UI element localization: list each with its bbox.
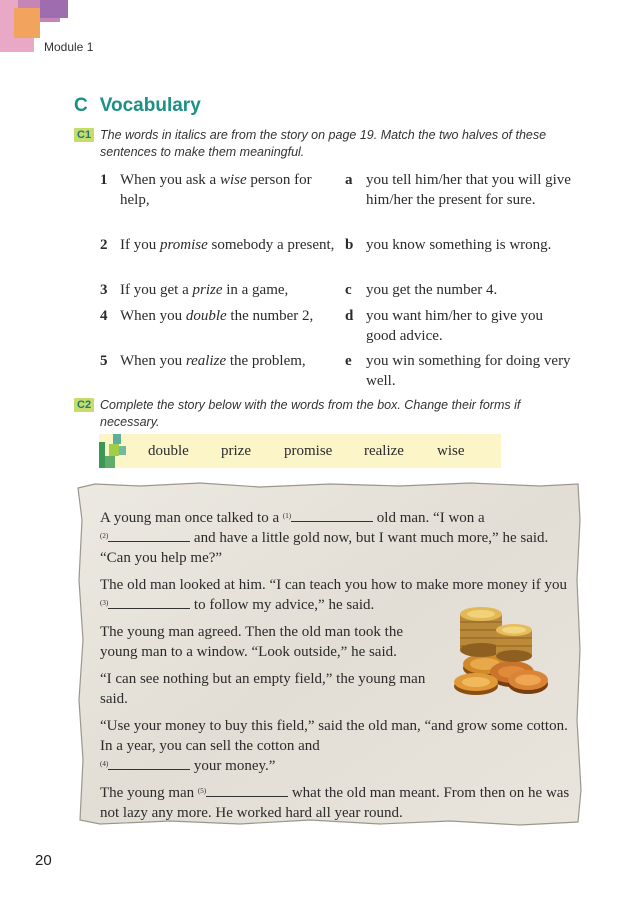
c1-tag: C1: [74, 128, 94, 142]
word-item: promise: [284, 443, 333, 459]
blank-line[interactable]: [108, 756, 190, 770]
row-letter: d: [345, 308, 354, 324]
c1-instruction-line2: sentences to make them meaningful.: [100, 145, 305, 159]
word-item: realize: [364, 443, 404, 459]
word-item: double: [148, 443, 189, 459]
story-paragraph-6: The young man $^{(5)}$ what the old man meant. From then on he was not lazy any more. He worked hard all year round.: [100, 785, 570, 821]
c1-instruction-line1: The words in italics are from the story on page 19. Match the two halves of these: [100, 128, 547, 142]
blank-number: (3): [100, 599, 109, 607]
row-letter: e: [345, 353, 352, 369]
blank-line[interactable]: [291, 508, 373, 522]
section-letter: C: [74, 95, 88, 116]
story-paragraph-1: A young man once talked to a $^{(1)}$ old man. “I won a $^{(2)}$ and have a little gold now, but I want much more,” he said. “Can you help me?”: [100, 510, 549, 566]
sentence-start: If you get a prize in a game,: [120, 282, 289, 298]
sentence-end: you know something is wrong.: [366, 237, 552, 253]
c2-tag: C2: [74, 398, 94, 412]
row-letter: c: [345, 282, 352, 298]
c2-instruction-line2: necessary.: [100, 415, 160, 429]
c2-instruction-line1: Complete the story below with the words from the box. Change their forms if: [100, 398, 521, 412]
story-paragraph-3: The young man agreed. Then the old man took the young man to a window. “Look outside,” he said.: [100, 624, 403, 660]
blank-number: (5): [197, 787, 207, 795]
blank-line[interactable]: [108, 595, 190, 609]
blank-line[interactable]: [206, 783, 288, 797]
row-letter: a: [345, 172, 353, 188]
blank-number: (4): [100, 760, 109, 768]
row-number: 2: [100, 237, 108, 253]
module-label: Module 1: [44, 40, 94, 54]
page-number: 20: [35, 852, 52, 869]
blank-line[interactable]: [108, 528, 190, 542]
sentence-end: you win something for doing very well.: [366, 353, 571, 389]
word-item: prize: [221, 443, 251, 459]
section-title-text: Vocabulary: [99, 95, 201, 116]
gold-coins-illustration: [440, 600, 552, 700]
sentence-start: When you ask a wise person for help,: [120, 172, 312, 208]
sentence-start: When you realize the problem,: [120, 353, 306, 369]
row-number: 4: [100, 308, 108, 324]
row-letter: b: [345, 237, 354, 253]
sentence-start: When you double the number 2,: [120, 308, 314, 324]
sentence-end: you want him/her to give you good advice.: [366, 308, 544, 344]
sentence-end: you get the number 4.: [366, 282, 498, 298]
word-item: wise: [437, 443, 465, 459]
story-paragraph-5: “Use your money to buy this field,” said the old man, “and grow some cotton. In a year, you can sell the cotton and $^{(4)}$ your money.”: [100, 718, 568, 774]
story-paragraph-4: “I can see nothing but an empty field,” the young man said.: [100, 671, 426, 707]
story-paragraph-2: The old man looked at him. “I can teach you how to make more money if you $^{(3)}$ to follow my advice,” he said.: [100, 577, 567, 613]
blank-number: (1): [282, 512, 292, 520]
blank-number: (2): [100, 532, 109, 540]
row-number: 1: [100, 172, 108, 188]
sentence-end: you tell him/her that you will give him/her the present for sure.: [366, 172, 571, 208]
sentence-start: If you promise somebody a present,: [120, 237, 335, 253]
row-number: 5: [100, 353, 108, 369]
row-number: 3: [100, 282, 108, 298]
